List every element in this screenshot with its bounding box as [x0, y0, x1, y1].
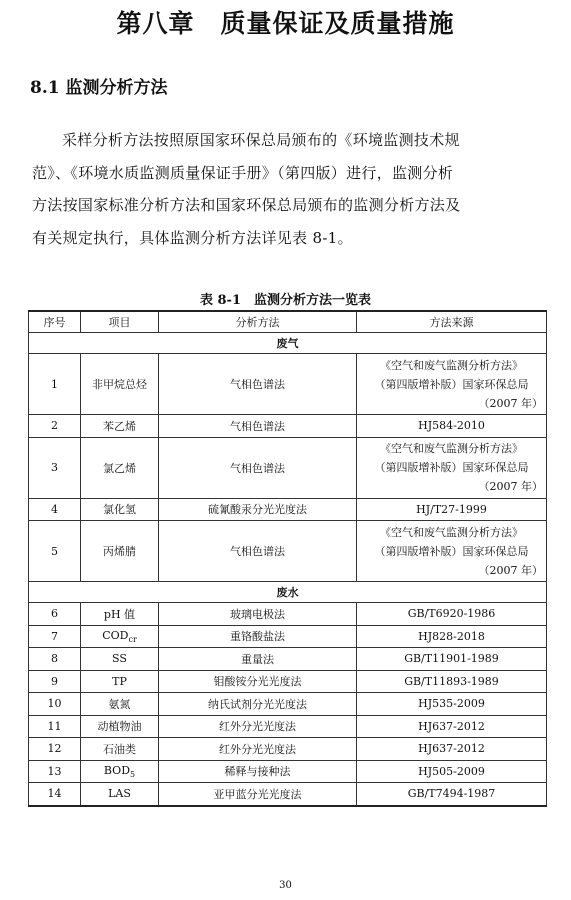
cell-item — [81, 625, 159, 648]
table-header-row — [29, 311, 547, 333]
paragraph-line: 方法按国家标准分析方法和国家环保总局颁布的监测分析方法及 — [32, 196, 461, 214]
cell-item — [81, 738, 159, 761]
cell-no: 3 — [29, 437, 81, 498]
table-row — [29, 670, 547, 693]
table-row — [29, 648, 547, 671]
item-text: 石油类 — [103, 742, 136, 756]
cell-no: 12 — [29, 738, 81, 761]
cell-method: 硫氰酸汞分光光度法 — [159, 498, 357, 521]
header-source: 方法来源 — [357, 311, 547, 333]
cell-item — [81, 354, 159, 415]
cell-source — [357, 415, 547, 438]
cell-method: 红外分光光度法 — [159, 738, 357, 761]
source-line: 《空气和废气监测分析方法》 — [380, 442, 523, 455]
cell-item — [81, 603, 159, 626]
body-paragraph — [32, 124, 540, 254]
table-group-row — [29, 582, 547, 603]
item-text: 氯乙烯 — [103, 461, 136, 475]
source-line: HJ828-2018 — [418, 629, 485, 643]
cell-no: 7 — [29, 625, 81, 648]
cell-source — [357, 625, 547, 648]
methods-table — [28, 310, 547, 807]
cell-method: 重量法 — [159, 648, 357, 671]
item-subscript: 5 — [130, 769, 136, 779]
cell-method: 气相色谱法 — [159, 415, 357, 438]
source-line: GB/T11901-1989 — [404, 652, 499, 666]
cell-method: 气相色谱法 — [159, 437, 357, 498]
source-line: GB/T6920-1986 — [407, 607, 496, 621]
cell-item — [81, 693, 159, 716]
cell-item — [81, 521, 159, 582]
source-line: （第四版增补版）国家环保总局 — [374, 544, 529, 558]
cell-no: 9 — [29, 670, 81, 693]
cell-item — [81, 760, 159, 783]
cell-no: 10 — [29, 693, 81, 716]
group-label: 废水 — [29, 582, 547, 603]
cell-source — [357, 354, 547, 415]
table-row — [29, 760, 547, 783]
source-line: GB/T11893-1989 — [404, 674, 499, 688]
cell-source — [357, 521, 547, 582]
cell-method: 亚甲蓝分光光度法 — [159, 783, 357, 806]
item-text: COD — [102, 628, 129, 642]
cell-method: 重铬酸盐法 — [159, 625, 357, 648]
cell-method: 气相色谱法 — [159, 521, 357, 582]
cell-source — [357, 693, 547, 716]
cell-no: 8 — [29, 648, 81, 671]
source-line: HJ/T27-1999 — [416, 502, 487, 516]
source-line: （第四版增补版）国家环保总局 — [374, 461, 529, 474]
cell-source — [357, 738, 547, 761]
cell-method: 红外分光光度法 — [159, 715, 357, 738]
table-row — [29, 521, 547, 582]
cell-source — [357, 715, 547, 738]
table-group-row — [29, 333, 547, 354]
cell-method: 气相色谱法 — [159, 354, 357, 415]
item-text: pH 值 — [103, 607, 136, 621]
cell-source — [357, 437, 547, 498]
section-title: 8.1 监测分析方法 — [30, 78, 168, 98]
source-line: HJ505-2009 — [418, 764, 485, 778]
cell-no: 4 — [29, 498, 81, 521]
table-row — [29, 625, 547, 648]
table-row — [29, 437, 547, 498]
cell-no: 2 — [29, 415, 81, 438]
source-line: 《空气和废气监测分析方法》 — [380, 358, 523, 372]
paragraph-line: 范》、《环境水质监测质量保证手册》（第四版）进行，监测分析 — [32, 163, 454, 182]
table-row — [29, 415, 547, 438]
group-label: 废气 — [29, 333, 547, 354]
cell-method: 玻璃电极法 — [159, 603, 357, 626]
source-line: （第四版增补版）国家环保总局 — [374, 377, 529, 391]
cell-method: 纳氏试剂分光光度法 — [159, 693, 357, 716]
header-no: 序号 — [29, 311, 81, 333]
item-subscript: cr — [128, 634, 137, 644]
header-item: 项目 — [81, 311, 159, 333]
source-line: HJ637-2012 — [418, 742, 485, 756]
cell-source — [357, 498, 547, 521]
item-text: SS — [112, 652, 127, 666]
table-row — [29, 693, 547, 716]
cell-source — [357, 760, 547, 783]
paragraph-line: 有关规定执行，具体监测分析方法详见表 8-1。 — [32, 228, 353, 247]
source-line: 《空气和废气监测分析方法》 — [380, 525, 523, 539]
item-text: 苯乙烯 — [103, 419, 136, 433]
cell-no: 1 — [29, 354, 81, 415]
cell-item — [81, 437, 159, 498]
cell-method: 钼酸铵分光光度法 — [159, 670, 357, 693]
cell-item — [81, 715, 159, 738]
paragraph-line: 采样分析方法按照原国家环保总局颁布的《环境监测技术规 — [62, 131, 460, 149]
table-row — [29, 603, 547, 626]
table-row — [29, 354, 547, 415]
source-line: （2007 年） — [478, 480, 543, 493]
cell-item — [81, 498, 159, 521]
table-body — [29, 333, 547, 806]
header-method: 分析方法 — [159, 311, 357, 333]
cell-source — [357, 670, 547, 693]
item-text: 丙烯腈 — [103, 545, 136, 558]
source-line: HJ637-2012 — [418, 719, 485, 733]
cell-no: 5 — [29, 521, 81, 582]
cell-item — [81, 783, 159, 806]
source-line: （2007 年） — [478, 396, 543, 410]
cell-source — [357, 648, 547, 671]
table-row — [29, 715, 547, 738]
table-row — [29, 738, 547, 761]
cell-no: 14 — [29, 783, 81, 806]
cell-no: 11 — [29, 715, 81, 738]
item-text: 非甲烷总烃 — [92, 378, 147, 391]
table-row — [29, 783, 547, 806]
chapter-title: 第八章 质量保证及质量措施 — [116, 9, 455, 38]
cell-no: 13 — [29, 760, 81, 783]
cell-item — [81, 415, 159, 438]
item-text: LAS — [108, 787, 131, 801]
table-row — [29, 498, 547, 521]
cell-method: 稀释与接种法 — [159, 760, 357, 783]
page-number: 30 — [279, 880, 292, 891]
item-text: BOD — [103, 763, 131, 777]
cell-item — [81, 670, 159, 693]
item-text: 动植物油 — [97, 720, 142, 734]
item-text: 氯化氢 — [103, 503, 136, 517]
table-caption: 表 8-1 监测分析方法一览表 — [199, 293, 371, 308]
cell-source — [357, 603, 547, 626]
item-text: 氨氮 — [108, 697, 131, 711]
source-line: GB/T7494-1987 — [407, 787, 496, 801]
cell-no: 6 — [29, 603, 81, 626]
cell-item — [81, 648, 159, 671]
cell-source — [357, 783, 547, 806]
source-line: HJ584-2010 — [418, 419, 485, 433]
item-text: TP — [112, 674, 127, 688]
source-line: HJ535-2009 — [418, 697, 485, 711]
source-line: （2007 年） — [478, 563, 543, 577]
